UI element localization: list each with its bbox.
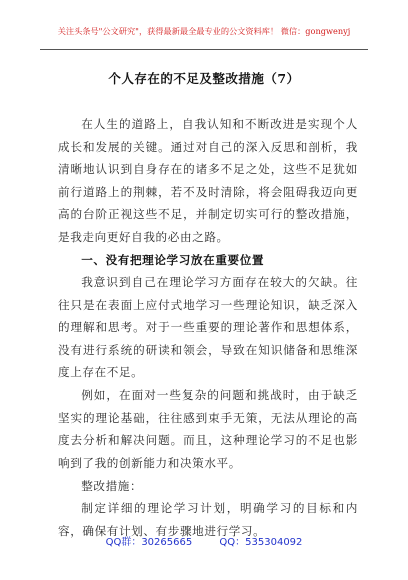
- section-heading: 一、没有把理论学习放在重要位置: [81, 253, 265, 267]
- header-notice: 关注头条号"公文研究"，获得最新最全最专业的公文资料库！ 微信：gongwenyj: [57, 26, 351, 36]
- footer-contact: [0, 533, 408, 548]
- header-divider: [40, 49, 368, 50]
- intro-paragraph: 在人生的道路上，自我认知和不断改进是实现个人成长和发展的关键。通过对自己的深入反思和剖析，我清晰地认识到自身存在的诸多不足之处，这些不足犹如前行道路上的荆棘，若不及时清除，将会阻碍我迈向更高的台阶正视这些不足，并制定切实可行的整改措施，是我走向更好自我的必由之路。: [58, 117, 358, 244]
- footer-qq: QQ：535304092: [219, 537, 303, 548]
- section-paragraph: 例如，在面对一些复杂的问题和挑战时，由于缺乏坚实的理论基础，往往感到束手无策，无法从理论的高度去分析和解决问题。而且，这种理论学习的不足也影响到了我的创新能力和决策水平。: [58, 388, 358, 470]
- section-paragraph: 我意识到自己在理论学习方面存在较大的欠缺。往往只是在表面上应付式地学习一些理论知识，缺乏深入的理解和思考。对于一些重要的理论著作和思想体系，没有进行系统的研读和领会，导致在知识储备和思维深度上存在不足。: [58, 275, 358, 380]
- document-title: 个人存在的不足及整改措施（7）: [108, 71, 300, 86]
- measures-paragraph: 制定详细的理论学习计划，明确学习的目标和内容，确保有计划、有步骤地进行学习。: [58, 501, 358, 538]
- footer-qq-group: QQ群：30265665: [105, 537, 193, 548]
- measures-label: 整改措施：: [81, 479, 143, 493]
